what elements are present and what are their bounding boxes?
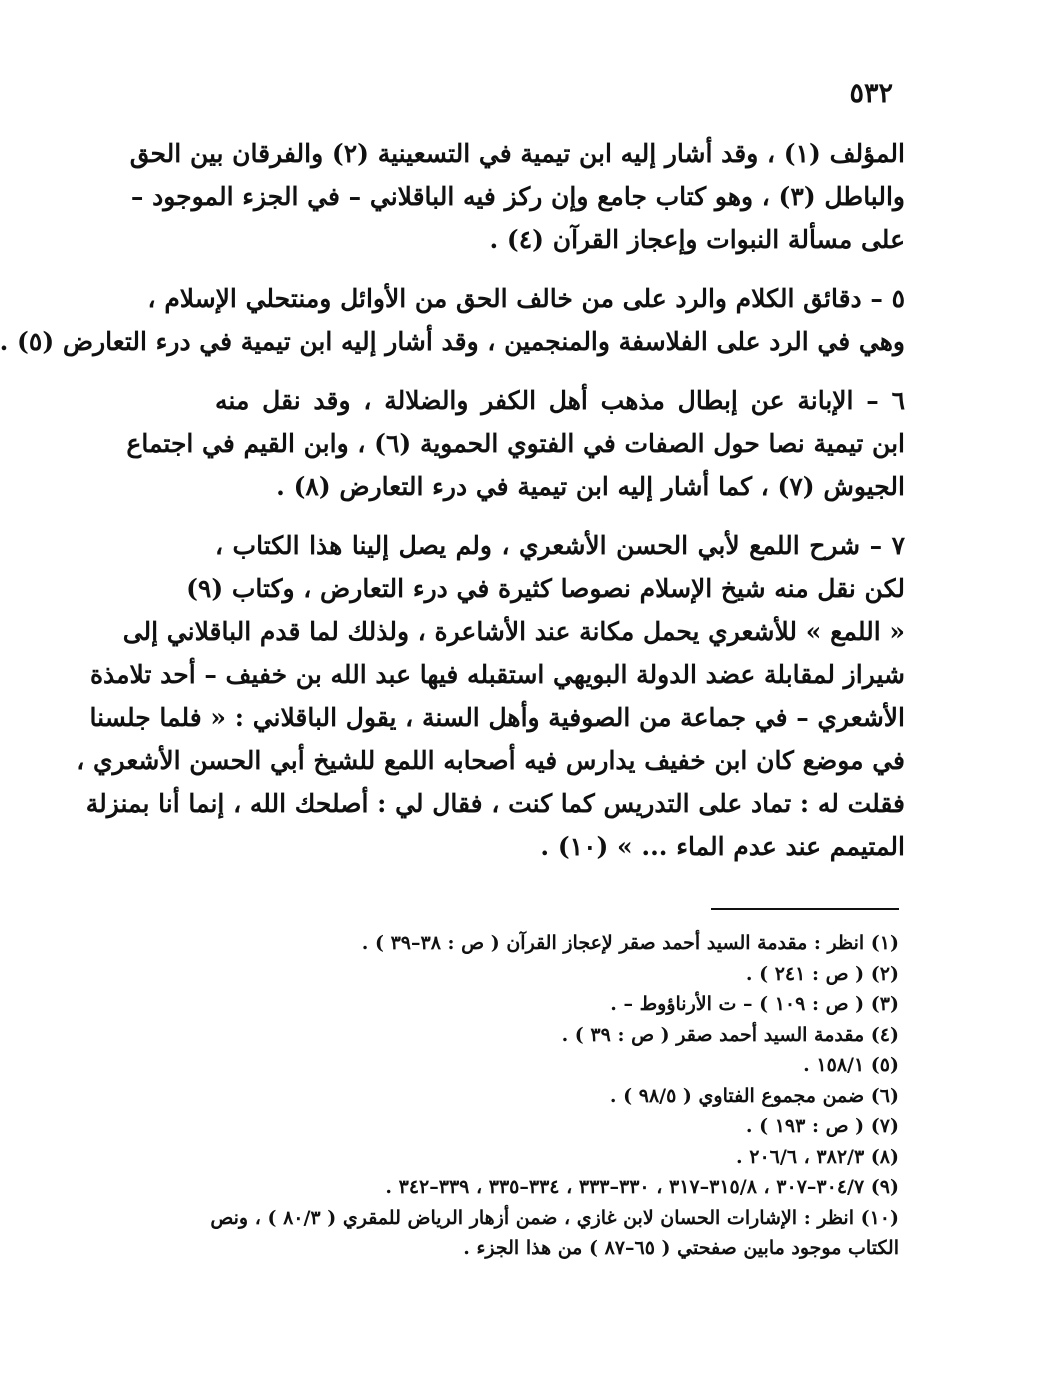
text-line: لكن نقل منه شيخ الإسلام نصوصا كثيرة في درء التعارض ، وكتاب (٩) — [186, 574, 905, 603]
text-line: ابن تيمية نصا حول الصفات في الفتوي الحموية (٦) ، وابن القيم في اجتماع — [126, 429, 905, 458]
footnote-4: (٤) مقدمة السيد أحمد صقر ( ص : ٣٩ ) . — [561, 1023, 899, 1046]
paragraph-item-5 — [0, 277, 905, 363]
footnote-3: (٣) ( ص : ١٠٩ ) – ت الأرناؤوط – . — [610, 993, 899, 1015]
footnote-7: (٧) ( ص : ١٩٣ ) . — [745, 1115, 899, 1137]
text-line: وهي في الرد على الفلاسفة والمنجمين ، وقد أشار إليه ابن تيمية في درء التعارض (٥) . — [0, 327, 905, 356]
footnote-2: (٢) ( ص : ٢٤١ ) . — [745, 962, 899, 985]
text-line: والباطل (٣) ، وهو كتاب جامع وإن ركز فيه الباقلاني – في الجزء الموجود – — [130, 182, 905, 211]
footnote-divider — [711, 908, 899, 910]
text-line: على مسألة النبوات وإعجاز القرآن (٤) . — [489, 225, 905, 254]
text-line: ٥ – دقائق الكلام والرد على من خالف الحق من الأوائل ومنتحلي الإسلام ، — [147, 284, 905, 313]
text-line: الجيوش (٧) ، كما أشار إليه ابن تيمية في درء التعارض (٨) . — [276, 472, 905, 501]
text-line: الأشعري – في جماعة من الصوفية وأهل السنة ، يقول الباقلاني : « فلما جلسنا — [89, 703, 905, 732]
text-line: فقلت له : تماد على التدريس كما كنت ، فقال لي : أصلحك الله ، إنما أنا بمنزلة — [85, 789, 905, 818]
footnote-6: (٦) ضمن مجموع الفتاوي ( ٩٨/٥ ) . — [609, 1084, 899, 1107]
text-line: في موضع كان ابن خفيف يدارس فيه أصحابه اللمع للشيخ أبي الحسن الأشعري ، — [76, 746, 905, 775]
footnotes — [209, 928, 899, 1264]
paragraph-item-7 — [76, 524, 905, 868]
paragraph-author-works — [129, 132, 905, 261]
paragraph-item-6 — [126, 379, 905, 508]
text-line: « اللمع » للأشعري يحمل مكانة عند الأشاعرة ، ولذلك لما قدم الباقلاني إلى — [122, 617, 905, 646]
footnote-8: (٨) ٣٨٢/٣ ، ٢٠٦/٦ . — [736, 1145, 899, 1168]
footnote-10-continuation: الكتاب موجود مابين صفحتي ( ٦٥–٨٧ ) من هذا الجزء . — [463, 1237, 899, 1259]
text-line: المتيمم عند عدم الماء ... » (١٠) . — [540, 832, 905, 861]
text-line: ٦ – الإبانة عن إبطال مذهب أهل الكفر والضلالة ، وقد نقل منه — [215, 386, 905, 415]
footnote-1: (١) انظر : مقدمة السيد أحمد صقر لإعجاز القرآن ( ص : ٣٨–٣٩ ) . — [361, 932, 899, 954]
footnote-10: (١٠) انظر : الإشارات الحسان لابن غازي ، ضمن أزهار الرياض للمقري ( ٨٠/٣ ) ، ونص — [210, 1206, 899, 1229]
text-line: شيراز لمقابلة عضد الدولة البويهي استقبله فيها عبد الله بن خفيف – أحد تلامذة — [89, 660, 905, 689]
footnote-5: (٥) ١٥٨/١ . — [803, 1054, 899, 1076]
page-number: ٥٣٢ — [849, 78, 893, 109]
text-line: ٧ – شرح اللمع لأبي الحسن الأشعري ، ولم يصل إلينا هذا الكتاب ، — [215, 531, 905, 560]
main-text — [0, 132, 905, 884]
footnote-9: (٩) ٣٠٤/٧–٣٠٧ ، ٣١٥/٨–٣١٧ ، ٣٣٠–٣٣٣ ، ٣٣٤–٣٣٥ ، ٣٣٩–٣٤٢ . — [385, 1176, 899, 1198]
text-line: المؤلف (١) ، وقد أشار إليه ابن تيمية في التسعينية (٢) والفرقان بين الحق — [129, 139, 905, 168]
